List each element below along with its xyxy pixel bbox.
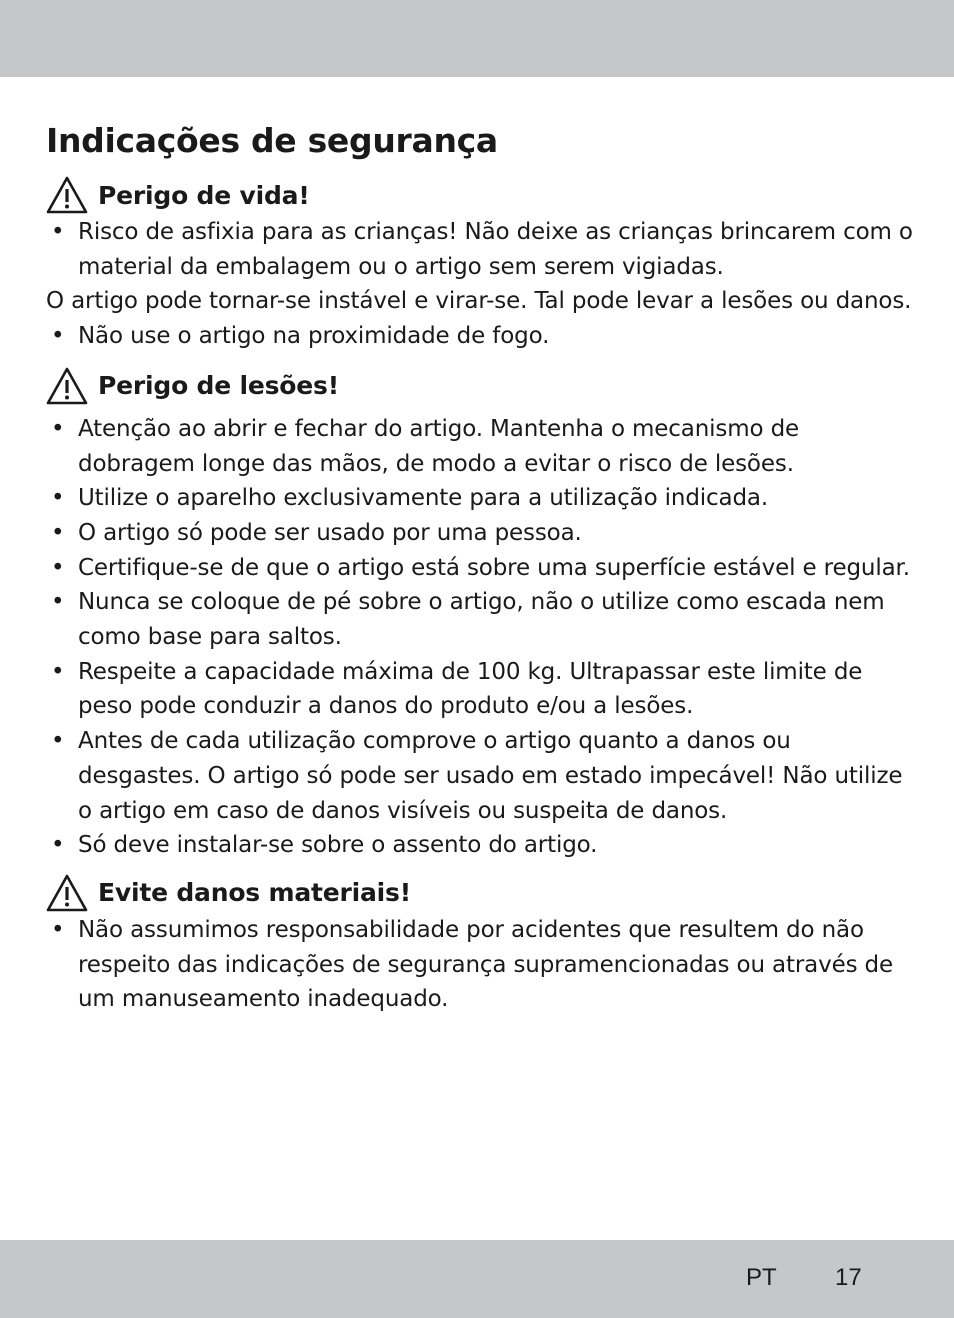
bullet-marker: •	[51, 589, 65, 616]
list-item	[46, 655, 916, 724]
list-item	[46, 585, 916, 654]
list-item	[46, 319, 916, 354]
list-item	[46, 215, 916, 284]
list-item-text: O artigo só pode ser usado por uma pessoa.	[78, 519, 582, 546]
page-number: 17	[835, 1264, 862, 1291]
list-item-text: Não assumimos responsabilidade por acidentes que resultem do não respeito das indicações de segurança supramencionadas ou através de um manuseamento inadequado.	[78, 916, 894, 1013]
list-item-text: Utilize o aparelho exclusivamente para a utilização indicada.	[78, 485, 769, 512]
bullet-marker: •	[51, 554, 65, 581]
header-band	[0, 0, 954, 77]
bullet-marker: •	[51, 485, 65, 512]
section-heading-text: Perigo de vida!	[98, 180, 310, 210]
section-heading	[46, 366, 916, 406]
bullet-marker: •	[51, 519, 65, 546]
item-list	[46, 412, 916, 863]
warning-triangle-icon	[46, 874, 88, 912]
paragraph: O artigo pode tornar-se instável e virar-se. Tal pode levar a lesões ou danos.	[46, 288, 912, 315]
section-evite-danos-materiais	[46, 873, 916, 1017]
bullet-marker: •	[51, 323, 65, 350]
footer-band	[0, 1240, 954, 1318]
list-item-text: Risco de asfixia para as crianças! Não deixe as crianças brincarem com o material da embalagem ou o artigo sem serem vigiadas.	[78, 219, 913, 280]
list-item-text: Respeite a capacidade máxima de 100 kg. Ultrapassar este limite de peso pode conduzir a danos do produto e/ou a lesões.	[78, 658, 863, 720]
item-list	[46, 215, 916, 354]
page-title: Indicações de segurança	[46, 121, 498, 160]
list-item	[46, 913, 916, 1017]
document-body	[46, 119, 916, 1017]
list-item-text: Só deve instalar-se sobre o assento do artigo.	[78, 832, 598, 859]
list-item	[46, 551, 916, 586]
section-heading	[46, 175, 916, 215]
section-heading-text: Perigo de lesões!	[98, 371, 339, 401]
section-heading-text: Evite danos materiais!	[98, 878, 411, 908]
language-code: PT	[746, 1264, 777, 1291]
list-item	[46, 828, 916, 863]
bullet-marker: •	[51, 728, 65, 755]
bullet-marker: •	[51, 916, 65, 943]
bullet-marker: •	[51, 415, 65, 442]
warning-triangle-icon	[46, 367, 88, 405]
item-list	[46, 913, 916, 1017]
list-item-text: Atenção ao abrir e fechar do artigo. Mantenha o mecanismo de dobragem longe das mãos, de modo a evitar o risco de lesões.	[78, 415, 800, 477]
list-item	[46, 724, 916, 828]
bullet-marker: •	[51, 658, 65, 685]
section-heading	[46, 873, 916, 913]
list-item-text: Antes de cada utilização comprove o artigo quanto a danos ou desgastes. O artigo só pode ser usado em estado impecável! Não utilize o artigo em caso de danos visíveis ou suspeita de danos.	[78, 728, 903, 824]
list-item-text: Nunca se coloque de pé sobre o artigo, não o utilize como escada nem como base para saltos.	[78, 589, 885, 651]
list-item	[46, 412, 916, 481]
list-item-text: Não use o artigo na proximidade de fogo.	[78, 323, 550, 350]
list-item	[46, 516, 916, 551]
bullet-marker: •	[51, 832, 65, 859]
section-perigo-de-vida	[46, 175, 916, 354]
bullet-marker: •	[51, 219, 65, 245]
warning-triangle-icon	[46, 176, 88, 214]
list-item	[46, 481, 916, 516]
list-item-text: Certifique-se de que o artigo está sobre uma superfície estável e regular.	[78, 554, 910, 581]
section-perigo-de-lesoes	[46, 366, 916, 863]
